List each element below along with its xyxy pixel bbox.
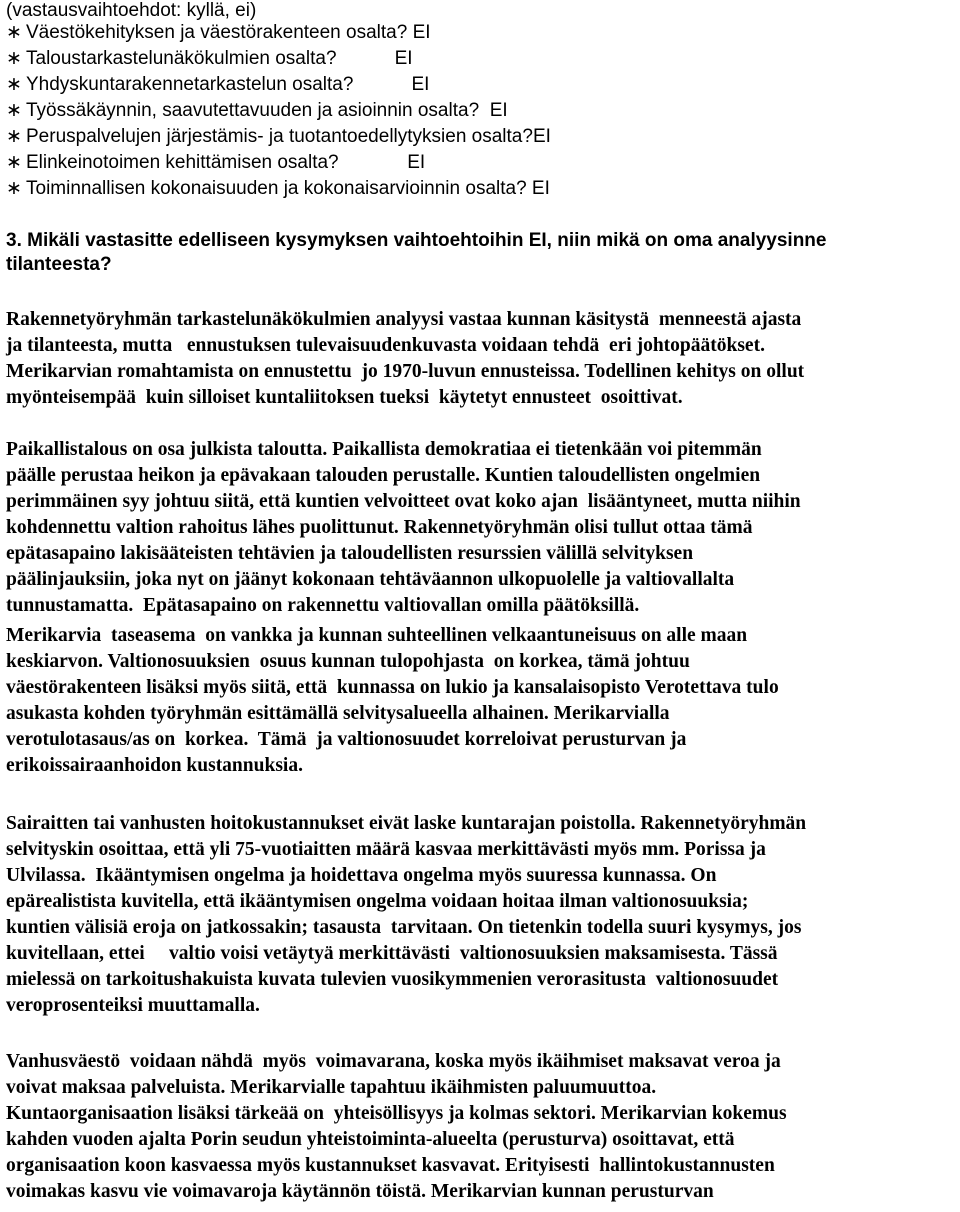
- paragraph-line: selvityskin osoittaa, että yli 75-vuotiaitten määrä kasvaa merkittävästi myös mm. Porissa ja: [6, 839, 766, 860]
- paragraph-line: organisaation koon kasvaessa myös kustannukset kasvavat. Erityisesti hallintokustannusten: [6, 1155, 775, 1176]
- list-item-text: Elinkeinotoimen kehittämisen osalta? EI: [26, 152, 426, 173]
- question-heading: 3. Mikäli vastasitte edelliseen kysymyksen vaihtoehtoihin EI, niin mikä on oma analyysinne: [6, 230, 827, 251]
- list-item: [6, 152, 425, 174]
- paragraph-line: Rakennetyöryhmän tarkastelunäkökulmien analyysi vastaa kunnan käsitystä menneestä ajasta: [6, 309, 802, 330]
- paragraph-line: kuntien välisiä eroja on jatkossakin; tasausta tarvitaan. On tietenkin todella suuri kysymys, jos: [6, 917, 802, 938]
- paragraph-line: erikoissairaanhoidon kustannuksia.: [6, 755, 303, 776]
- list-item: [6, 178, 550, 200]
- paragraph-line: Sairaitten tai vanhusten hoitokustannukset eivät laske kuntarajan poistolla. Rakennetyöryhmän: [6, 813, 807, 834]
- list-item: [6, 22, 431, 44]
- paragraph-line: voimakas kasvu vie voimavaroja käytännön töistä. Merikarvian kunnan perusturvan: [6, 1181, 714, 1202]
- paragraph-line: voivat maksaa palveluista. Merikarvialle tapahtuu ikäihmisten paluumuuttoa.: [6, 1077, 657, 1098]
- paragraph-line: verotulotasaus/as on korkea. Tämä ja valtionosuudet korreloivat perusturvan ja: [6, 729, 687, 750]
- list-item-text: Taloustarkastelunäkökulmien osalta? EI: [26, 48, 413, 69]
- paragraph-line: päälle perustaa heikon ja epävakaan talouden perustalle. Kuntien taloudellisten ongelmien: [6, 465, 761, 486]
- list-item: [6, 100, 508, 122]
- paragraph-line: keskiarvon. Valtionosuuksien osuus kunnan tulopohjasta on korkea, tämä johtuu: [6, 651, 690, 672]
- question-heading-cont: tilanteesta?: [6, 254, 112, 275]
- list-item-text: Yhdyskuntarakennetarkastelun osalta? EI: [26, 74, 430, 95]
- list-item-text: Toiminnallisen kokonaisuuden ja kokonaisarvioinnin osalta? EI: [26, 178, 550, 199]
- paragraph-line: Merikarvian romahtamista on ennustettu jo 1970-luvun ennusteissa. Todellinen kehitys on ollut: [6, 361, 805, 382]
- paragraph-line: myönteisempää kuin silloiset kuntaliitoksen tueksi käytetyt ennusteet osoittivat.: [6, 387, 683, 408]
- list-item-text: Väestökehityksen ja väestörakenteen osalta? EI: [26, 22, 431, 43]
- paragraph-line: Kuntaorganisaation lisäksi tärkeää on yhteisöllisyys ja kolmas sektori. Merikarvian kokemus: [6, 1103, 787, 1124]
- paragraph-line: päälinjauksiin, joka nyt on jäänyt kokonaan tehtäväannon ulkopuolelle ja valtiovallalta: [6, 569, 735, 590]
- asterisk-icon: ∗: [6, 74, 22, 95]
- asterisk-icon: ∗: [6, 126, 22, 147]
- asterisk-icon: ∗: [6, 22, 22, 43]
- asterisk-icon: ∗: [6, 100, 22, 121]
- paragraph-line: tunnustamatta. Epätasapaino on rakennettu valtiovallan omilla päätöksillä.: [6, 595, 640, 616]
- asterisk-icon: ∗: [6, 48, 22, 69]
- paragraph-line: mielessä on tarkoitushakuista kuvata tulevien vuosikymmenien verorasitusta valtionosuudet: [6, 969, 779, 990]
- paragraph-line: Merikarvia taseasema on vankka ja kunnan suhteellinen velkaantuneisuus on alle maan: [6, 625, 748, 646]
- list-item: [6, 48, 413, 70]
- paragraph-line: ja tilanteesta, mutta ennustuksen tulevaisuudenkuvasta voidaan tehdä eri johtopäätökset.: [6, 335, 765, 356]
- paragraph-line: Ulvilassa. Ikääntymisen ongelma ja hoidettava ongelma myös suuressa kunnassa. On: [6, 865, 717, 886]
- paragraph-line: Paikallistalous on osa julkista taloutta. Paikallista demokratiaa ei tietenkään voi pitemmän: [6, 439, 762, 460]
- intro-text: (vastausvaihtoehdot: kyllä, ei): [6, 0, 257, 21]
- asterisk-icon: ∗: [6, 152, 22, 173]
- paragraph-line: Vanhusväestö voidaan nähdä myös voimavarana, koska myös ikäihmiset maksavat veroa ja: [6, 1051, 781, 1072]
- asterisk-icon: ∗: [6, 178, 22, 199]
- list-item-text: Peruspalvelujen järjestämis- ja tuotantoedellytyksien osalta?EI: [26, 126, 551, 147]
- paragraph-line: kohdennettu valtion rahoitus lähes puolittunut. Rakennetyöryhmän olisi tullut ottaa tämä: [6, 517, 753, 538]
- paragraph-line: epätasapaino lakisääteisten tehtävien ja taloudellisten resurssien välillä selvityksen: [6, 543, 694, 564]
- list-item: [6, 126, 551, 148]
- list-item: [6, 74, 429, 96]
- paragraph-line: asukasta kohden työryhmän esittämällä selvitysalueella alhainen. Merikarvialla: [6, 703, 670, 724]
- paragraph-line: perimmäinen syy johtuu siitä, että kuntien velvoitteet ovat koko ajan lisääntyneet, mutta niihin: [6, 491, 801, 512]
- paragraph-line: epärealistista kuvitella, että ikääntymisen ongelma voidaan hoitaa ilman valtionosuuksia;: [6, 891, 749, 912]
- paragraph-line: kuvitellaan, ettei valtio voisi vetäytyä merkittävästi valtionosuuksien maksamisesta. Tässä: [6, 943, 778, 964]
- paragraph-line: veroprosenteiksi muuttamalla.: [6, 995, 260, 1016]
- paragraph-line: väestörakenteen lisäksi myös siitä, että kunnassa on lukio ja kansalaisopisto Verotettava tulo: [6, 677, 779, 698]
- list-item-text: Työssäkäynnin, saavutettavuuden ja asioinnin osalta? EI: [26, 100, 508, 121]
- paragraph-line: kahden vuoden ajalta Porin seudun yhteistoiminta-alueelta (perusturva) osoittavat, että: [6, 1129, 735, 1150]
